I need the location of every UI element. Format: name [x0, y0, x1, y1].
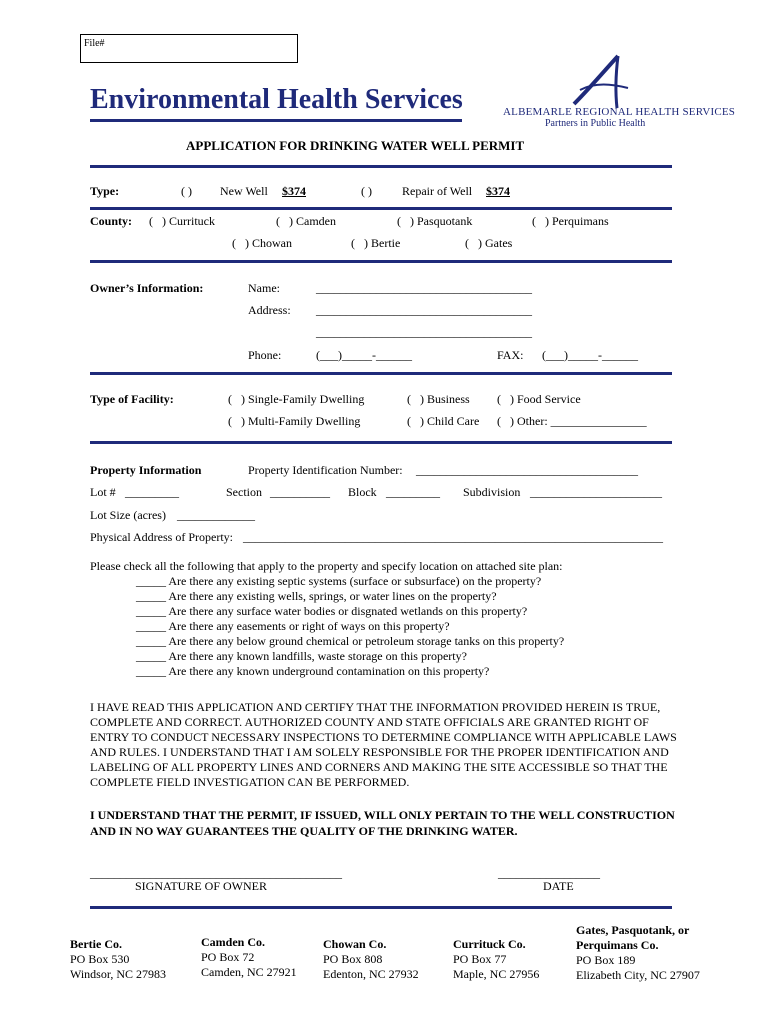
repair-well-checkbox[interactable]: ( ): [361, 184, 372, 198]
divider: [90, 372, 672, 375]
file-number-label: File#: [84, 38, 105, 49]
facility-option-label: Child Care: [427, 414, 480, 428]
divider: [90, 260, 672, 263]
logo-name: ALBEMARLE REGIONAL HEALTH SERVICES: [503, 106, 736, 118]
office-name: Chowan Co.: [323, 937, 387, 951]
office-name: Camden Co.: [201, 935, 266, 949]
physical-address-field[interactable]: ______________________________________________________________________: [243, 530, 663, 544]
facility-other-field[interactable]: ________________: [550, 414, 647, 428]
check-blank[interactable]: _____: [136, 649, 166, 663]
signature-label: SIGNATURE OF OWNER: [135, 879, 267, 893]
facility-food-service-option[interactable]: ( ) Food Service: [497, 392, 581, 406]
divider: [90, 207, 672, 210]
lot-size-field[interactable]: _____________: [177, 508, 255, 522]
facility-child-care-option[interactable]: ( ) Child Care: [407, 414, 480, 428]
office-city: Camden, NC 27921: [201, 965, 297, 979]
checklist: [136, 574, 564, 679]
owner-phone-field[interactable]: (___)_____-______: [316, 348, 412, 362]
facility-single-family-option[interactable]: ( ) Single-Family Dwelling: [228, 392, 365, 406]
facility-option-label: Multi-Family Dwelling: [248, 414, 361, 428]
logo-tagline: Partners in Public Health: [545, 118, 646, 129]
check-blank[interactable]: _____: [136, 664, 166, 678]
office-box: PO Box 77: [453, 952, 507, 966]
divider: [90, 165, 672, 168]
divider: [90, 906, 672, 909]
office-name: Bertie Co.: [70, 937, 122, 951]
subdivision-label: Subdivision: [463, 485, 521, 499]
checklist-item[interactable]: [136, 649, 564, 664]
date-label: DATE: [543, 879, 574, 893]
check-blank[interactable]: _____: [136, 604, 166, 618]
check-blank[interactable]: _____: [136, 574, 166, 588]
section-label: Section: [226, 485, 262, 499]
office-bertie: [70, 937, 166, 982]
office-box: PO Box 189: [576, 953, 636, 967]
office-chowan: [323, 937, 419, 982]
page-title: Environmental Health Services: [90, 84, 463, 115]
owner-address-field[interactable]: ____________________________________: [316, 303, 532, 317]
new-well-fee: $374: [282, 184, 306, 198]
owner-name-label: Name:: [248, 281, 280, 295]
checklist-item-text: Are there any existing septic systems (surface or subsurface) on the property?: [168, 574, 542, 588]
check-blank[interactable]: _____: [136, 589, 166, 603]
county-name: Pasquotank: [417, 214, 473, 228]
title-underline: [90, 119, 462, 122]
date-field[interactable]: _________________: [498, 866, 600, 880]
signature-field[interactable]: __________________________________________: [90, 866, 342, 880]
checklist-item[interactable]: [136, 619, 564, 634]
checklist-item[interactable]: [136, 574, 564, 589]
understanding-statement: I UNDERSTAND THAT THE PERMIT, IF ISSUED, WILL ONLY PERTAIN TO THE WELL CONSTRUCTION AND IN NO WAY GUARANTEES THE QUALITY OF THE DRINKING WATER.: [90, 808, 675, 838]
divider: [90, 441, 672, 444]
checklist-item[interactable]: [136, 634, 564, 649]
checklist-item-text: Are there any below ground chemical or petroleum storage tanks on this property?: [168, 634, 565, 648]
office-city: Maple, NC 27956: [453, 967, 540, 981]
office-camden: [201, 935, 297, 980]
checklist-item[interactable]: [136, 604, 564, 619]
owner-info-label: Owner’s Information:: [90, 281, 204, 295]
county-option-chowan[interactable]: ( ) Chowan: [232, 236, 292, 250]
county-name: Currituck: [169, 214, 215, 228]
office-currituck: [453, 937, 539, 982]
facility-option-label: Food Service: [517, 392, 581, 406]
owner-address-label: Address:: [248, 303, 291, 317]
lot-field[interactable]: _________: [125, 485, 179, 499]
county-option-camden[interactable]: ( ) Camden: [276, 214, 336, 228]
block-field[interactable]: _________: [386, 485, 440, 499]
arhs-logo-mark: [560, 52, 640, 112]
checklist-item-text: Are there any easements or right of ways on this property?: [168, 619, 450, 633]
certification-statement: I HAVE READ THIS APPLICATION AND CERTIFY THAT THE INFORMATION PROVIDED HEREIN IS TRUE, COMPLETE AND CORRECT. AUTHORIZED COUNTY AND STATE OFFICIALS ARE GRANTED RIGHT OF ENTRY TO CONDUCT NECESSARY INSPECTIONS TO DETERMINE COMPLIANCE WITH APPLICABLE LAWS AND RULES. I UNDERSTAND THAT I AM SOLELY RESPONSIBLE FOR THE PROPER IDENTIFICATION AND LABELING OF ALL PROPERTY LINES AND CORNERS AND MAKING THE SITE ACCESSIBLE SO THAT THE COMPLETE FIELD INVESTIGATION CAN BE PERFORMED.: [90, 700, 677, 789]
county-name: Perquimans: [552, 214, 609, 228]
county-option-bertie[interactable]: ( ) Bertie: [351, 236, 401, 250]
repair-well-label: Repair of Well: [402, 184, 473, 198]
facility-type-label: Type of Facility:: [90, 392, 174, 406]
facility-other-option[interactable]: ( ) Other: ________________: [497, 414, 647, 428]
county-option-currituck[interactable]: ( ) Currituck: [149, 214, 215, 228]
section-field[interactable]: __________: [270, 485, 330, 499]
owner-name-field[interactable]: ____________________________________: [316, 281, 532, 295]
office-name: Currituck Co.: [453, 937, 526, 951]
pin-field[interactable]: _____________________________________: [416, 463, 638, 477]
checklist-intro: Please check all the following that apply to the property and specify location on attached site plan:: [90, 559, 563, 573]
owner-address-field-2[interactable]: ____________________________________: [316, 325, 532, 339]
county-label: County:: [90, 214, 133, 228]
check-blank[interactable]: _____: [136, 619, 166, 633]
checklist-item[interactable]: [136, 664, 564, 679]
owner-fax-field[interactable]: (___)_____-______: [542, 348, 638, 362]
lot-label: Lot #: [90, 485, 116, 499]
county-option-perquimans[interactable]: ( ) Perquimans: [532, 214, 609, 228]
repair-well-fee: $374: [486, 184, 510, 198]
facility-multi-family-option[interactable]: ( ) Multi-Family Dwelling: [228, 414, 361, 428]
checklist-item[interactable]: [136, 589, 564, 604]
county-name: Camden: [296, 214, 336, 228]
office-name: Gates, Pasquotank, or: [576, 923, 690, 937]
office-box: PO Box 530: [70, 952, 130, 966]
block-label: Block: [348, 485, 377, 499]
checklist-item-text: Are there any known underground contamination on this property?: [168, 664, 490, 678]
checklist-item-text: Are there any existing wells, springs, or water lines on the property?: [168, 589, 497, 603]
physical-address-label: Physical Address of Property:: [90, 530, 233, 544]
pin-label: Property Identification Number:: [248, 463, 403, 477]
form-title: APPLICATION FOR DRINKING WATER WELL PERMIT: [186, 138, 525, 153]
file-number-field[interactable]: [80, 34, 298, 63]
facility-option-label: Single-Family Dwelling: [248, 392, 365, 406]
office-gates-pasquotank-perquimans: [576, 923, 700, 983]
county-name: Gates: [485, 236, 513, 250]
facility-option-label: Other:: [517, 414, 548, 428]
lot-size-label: Lot Size (acres): [90, 508, 166, 522]
facility-business-option[interactable]: ( ) Business: [407, 392, 470, 406]
new-well-checkbox[interactable]: ( ): [181, 184, 192, 198]
office-name-2: Perquimans Co.: [576, 938, 659, 952]
owner-fax-label: FAX:: [497, 348, 524, 362]
county-option-gates[interactable]: ( ) Gates: [465, 236, 513, 250]
type-label: Type:: [90, 184, 120, 198]
office-city: Windsor, NC 27983: [70, 967, 167, 981]
county-name: Chowan: [252, 236, 292, 250]
facility-option-label: Business: [427, 392, 470, 406]
check-blank[interactable]: _____: [136, 634, 166, 648]
checklist-item-text: Are there any known landfills, waste storage on this property?: [168, 649, 467, 663]
office-box: PO Box 808: [323, 952, 383, 966]
property-info-label: Property Information: [90, 463, 202, 477]
county-name: Bertie: [371, 236, 401, 250]
owner-phone-label: Phone:: [248, 348, 282, 362]
office-city: Edenton, NC 27932: [323, 967, 419, 981]
subdivision-field[interactable]: ______________________: [530, 485, 662, 499]
checklist-item-text: Are there any surface water bodies or disgnated wetlands on this property?: [168, 604, 528, 618]
new-well-label: New Well: [220, 184, 268, 198]
office-box: PO Box 72: [201, 950, 255, 964]
office-city: Elizabeth City, NC 27907: [576, 968, 700, 982]
county-option-pasquotank[interactable]: ( ) Pasquotank: [397, 214, 473, 228]
